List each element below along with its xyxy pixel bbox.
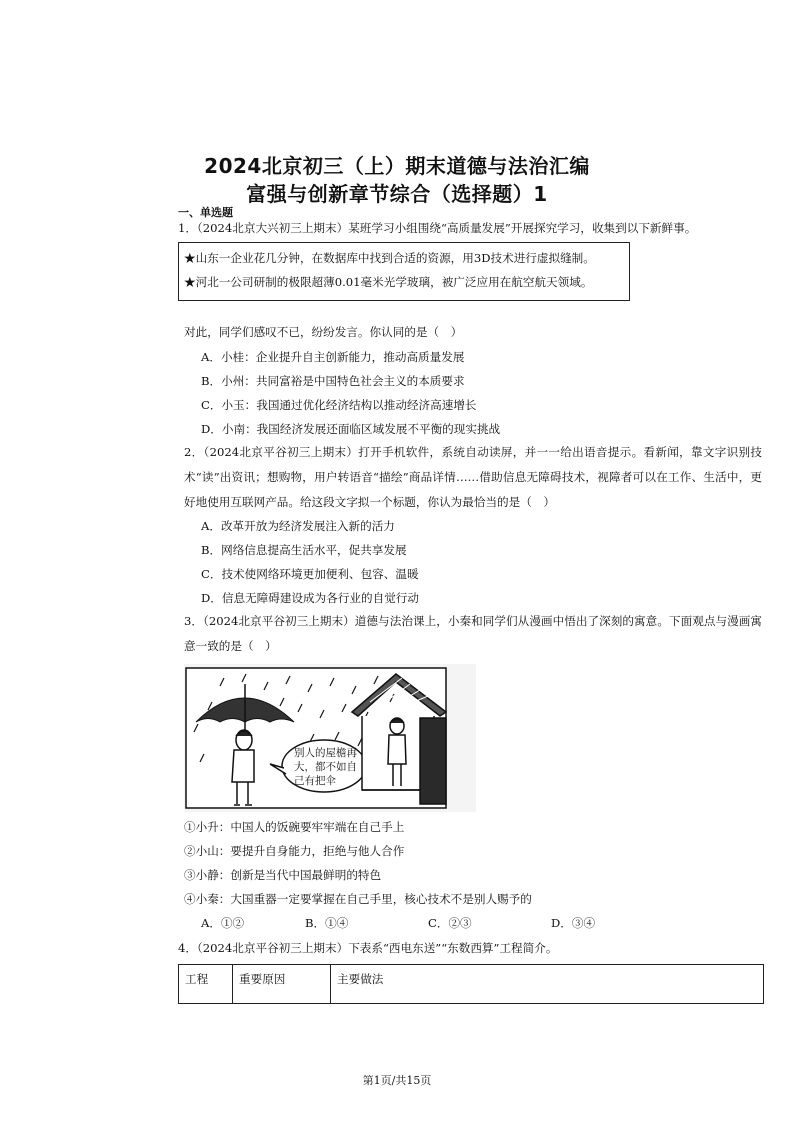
q4-table — [178, 964, 764, 1004]
bubble-line: 己有把伞 — [294, 775, 336, 787]
q3-choice-c: C．②③ — [428, 916, 472, 930]
q1-stem: 1．（2024北京大兴初三上期末）某班学习小组围绕“高质量发展”开展探究学习，收集到以下新鲜事。 — [178, 221, 697, 235]
table-row — [179, 965, 764, 1004]
q2-stem: 2．（2024北京平谷初三上期末）打开手机软件，系统自动读屏，并一一给出语音提示。看新闻，靠文字识别技术“读”出资讯；想购物，用户转语音“描绘”商品详情……借助信息无障碍技术，视障者可以在工作、生活中，更好地使用互联网产品。给这段文字拟一个标题，你认为最恰当的是（ ） — [184, 445, 762, 509]
q3-statement: ④小秦：大国重器一定要掌握在自己手里，核心技术不是别人赐予的 — [184, 892, 532, 906]
q1-option-b: B．小州：共同富裕是中国特色社会主义的本质要求 — [201, 374, 465, 388]
q2-option-a: A．改革开放为经济发展注入新的活力 — [201, 519, 395, 533]
q3-cartoon — [184, 664, 476, 812]
table-header-cell: 主要做法 — [331, 965, 764, 1004]
table-header-cell: 重要原因 — [233, 965, 331, 1004]
q2-option-d: D．信息无障碍建设成为各行业的自觉行动 — [201, 591, 419, 605]
q1-option-c: C．小玉：我国通过优化经济结构以推动经济高速增长 — [201, 398, 477, 412]
q2-option-b: B．网络信息提高生活水平，促共享发展 — [201, 543, 407, 557]
q1-news-item: ★河北一公司研制的极限超薄0.01毫米光学玻璃，被广泛应用在航空航天领域。 — [184, 275, 593, 289]
bubble-line: 别人的屋檐再 — [294, 747, 357, 759]
q3-choice-d: D．③④ — [551, 916, 596, 930]
q3-choice-b: B．①④ — [305, 916, 349, 930]
q2-option-c: C．技术使网络环境更加便利、包容、温暖 — [201, 567, 419, 581]
q1-news-box — [178, 242, 630, 301]
q1-prompt: 对此，同学们感叹不已，纷纷发言。你认同的是（ ） — [184, 325, 463, 339]
q3-statement: ③小静：创新是当代中国最鲜明的特色 — [184, 868, 382, 882]
cartoon-drawing — [184, 664, 476, 812]
page-number: 第1页/共15页 — [362, 1074, 432, 1087]
q1-news-item: ★山东一企业花几分钟，在数据库中找到合适的资源，用3D技术进行虚拟缝制。 — [184, 251, 595, 265]
q3-stem: 3．（2024北京平谷初三上期末）道德与法治课上，小秦和同学们从漫画中悟出了深刻的寓意。下面观点与漫画寓意一致的是（ ） — [184, 614, 762, 653]
q3-statement: ②小山：要提升自身能力，拒绝与他人合作 — [184, 844, 405, 858]
table-header-cell: 工程 — [179, 965, 233, 1004]
section-label: 一、单选题 — [178, 206, 233, 219]
q3-statement: ①小升：中国人的饭碗要牢牢端在自己手上 — [184, 820, 405, 834]
q1-option-a: A．小桂：企业提升自主创新能力，推动高质量发展 — [201, 350, 465, 364]
page-subtitle: 富强与创新章节综合（选择题）1 — [246, 182, 548, 206]
q3-choice-a: A．①② — [201, 916, 245, 930]
bubble-line: 大，都不如自 — [294, 761, 357, 773]
q4-stem: 4．（2024北京平谷初三上期末）下表系“西电东送”“东数西算”工程简介。 — [178, 941, 558, 955]
page-title: 2024北京初三（上）期末道德与法治汇编 — [204, 154, 590, 178]
q1-option-d: D．小南：我国经济发展还面临区域发展不平衡的现实挑战 — [201, 422, 501, 436]
